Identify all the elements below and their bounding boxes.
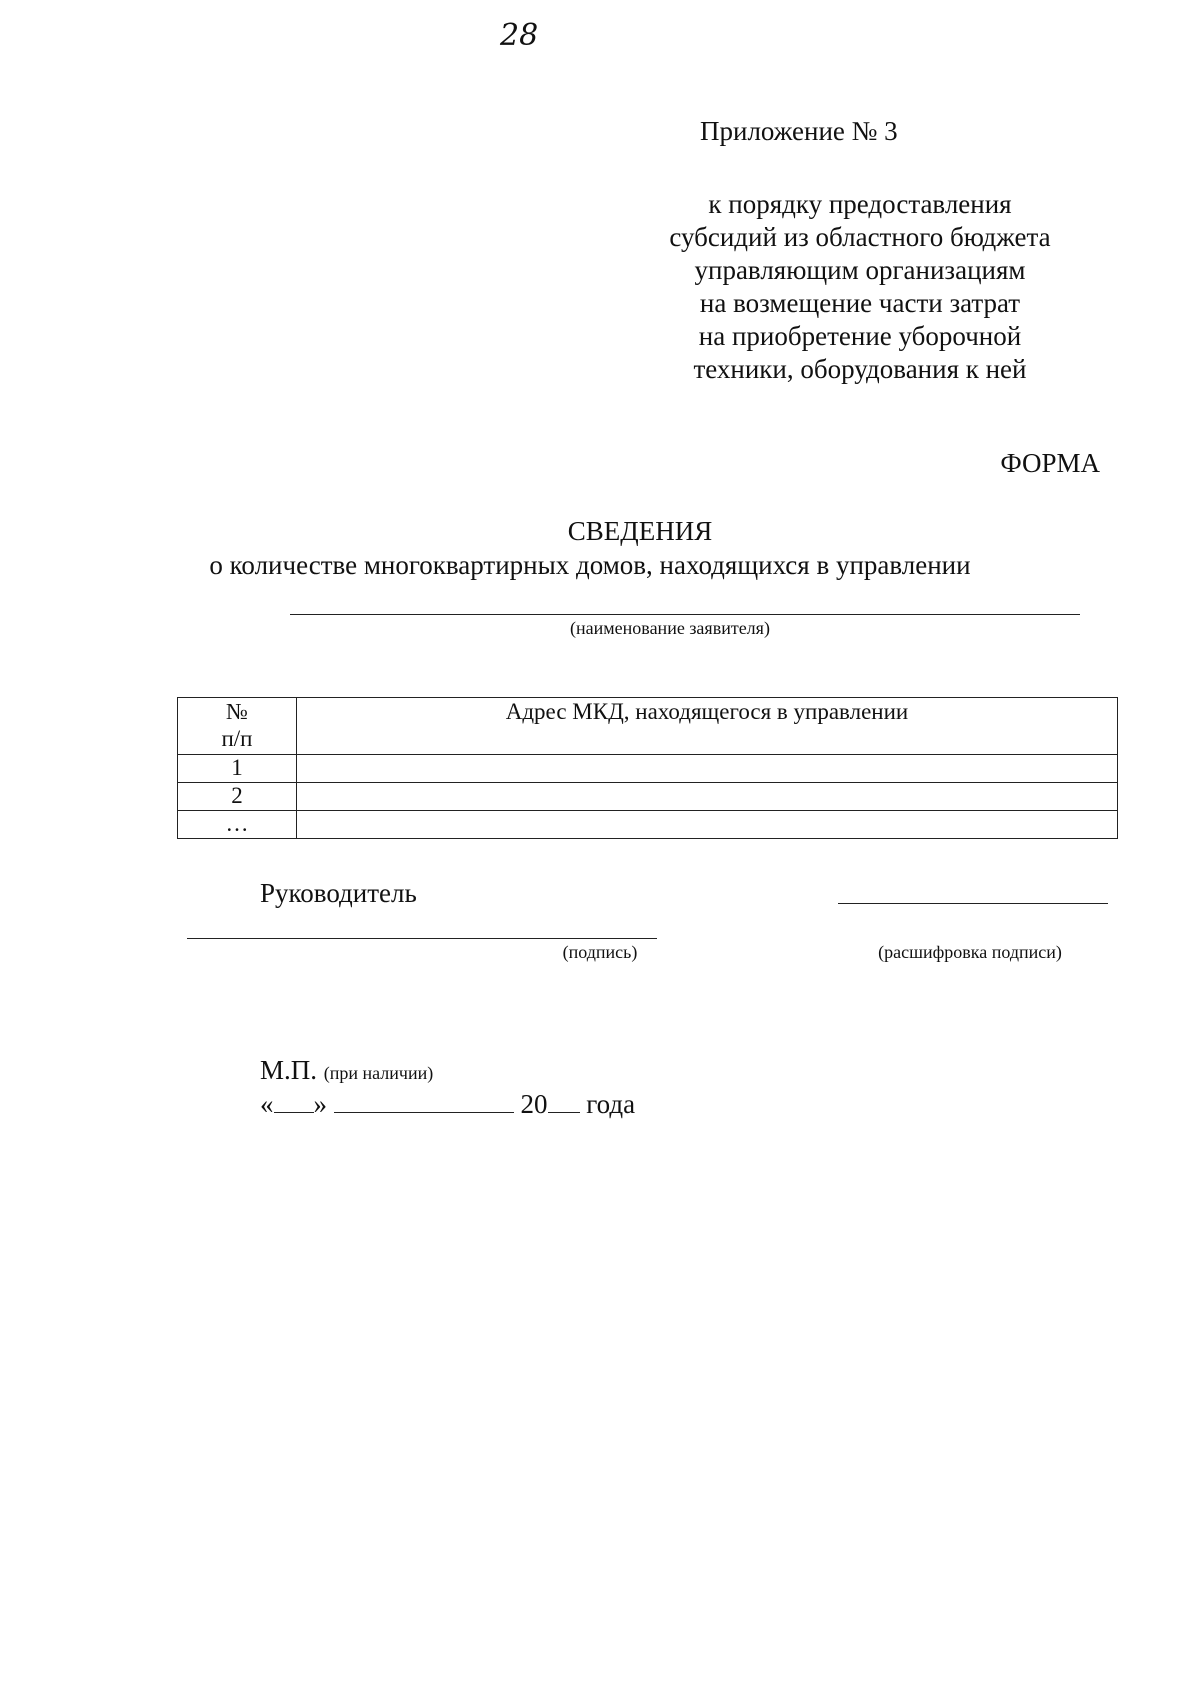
year-prefix: 20 xyxy=(520,1089,548,1119)
header-num-symbol: № xyxy=(226,699,248,724)
date-close-quote: » xyxy=(313,1089,327,1119)
address-cell[interactable] xyxy=(297,755,1118,783)
date-row xyxy=(260,1088,820,1120)
day-field[interactable] xyxy=(274,1088,314,1113)
month-field[interactable] xyxy=(334,1088,514,1113)
address-cell[interactable] xyxy=(297,783,1118,811)
header-address-cell: Адрес МКД, находящегося в управлении xyxy=(297,698,1118,755)
appendix-subtitle xyxy=(620,188,1100,386)
appendix-subtitle-line: на возмещение части затрат xyxy=(699,288,1021,318)
row-number: 1 xyxy=(178,755,297,783)
table-header-row xyxy=(178,698,1118,755)
stamp-note: (при наличии) xyxy=(323,1063,434,1083)
appendix-subtitle-line: на приобретение уборочной xyxy=(698,321,1022,351)
appendix-subtitle-line: управляющим организациям xyxy=(694,255,1026,285)
document-title: СВЕДЕНИЯ xyxy=(567,516,713,546)
appendix-subtitle-line: техники, оборудования к ней xyxy=(693,354,1027,384)
table-row xyxy=(178,755,1118,783)
signature-field[interactable] xyxy=(187,938,657,939)
appendix-subtitle-line: субсидий из областного бюджета xyxy=(669,222,1051,252)
address-table xyxy=(177,697,1118,839)
appendix-title: Приложение № 3 xyxy=(700,116,898,146)
head-label: Руководитель xyxy=(260,878,417,908)
appendix-subtitle-line: к порядку предоставления xyxy=(708,189,1012,219)
applicant-caption: (наименование заявителя) xyxy=(570,618,770,638)
year-suffix: года xyxy=(586,1089,636,1119)
signature-caption: (подпись) xyxy=(562,942,638,962)
table-row xyxy=(178,811,1118,839)
form-label: ФОРМА xyxy=(1000,448,1100,478)
date-open-quote: « xyxy=(260,1089,274,1119)
header-num-abbr: п/п xyxy=(221,726,253,751)
stamp-label: М.П. xyxy=(260,1055,318,1085)
stamp-row xyxy=(260,1055,760,1086)
row-number: … xyxy=(178,811,297,839)
document-subtitle: о количестве многоквартирных домов, находящихся в управлении xyxy=(209,550,971,580)
year-field[interactable] xyxy=(548,1088,580,1113)
applicant-name-field[interactable] xyxy=(290,614,1080,615)
signature-decode-caption: (расшифровка подписи) xyxy=(878,942,1062,962)
row-number: 2 xyxy=(178,783,297,811)
address-cell[interactable] xyxy=(297,811,1118,839)
handwritten-page-number: 28 xyxy=(500,18,539,53)
header-num-cell xyxy=(178,698,297,755)
table-row xyxy=(178,783,1118,811)
signature-decode-field[interactable] xyxy=(838,903,1108,904)
